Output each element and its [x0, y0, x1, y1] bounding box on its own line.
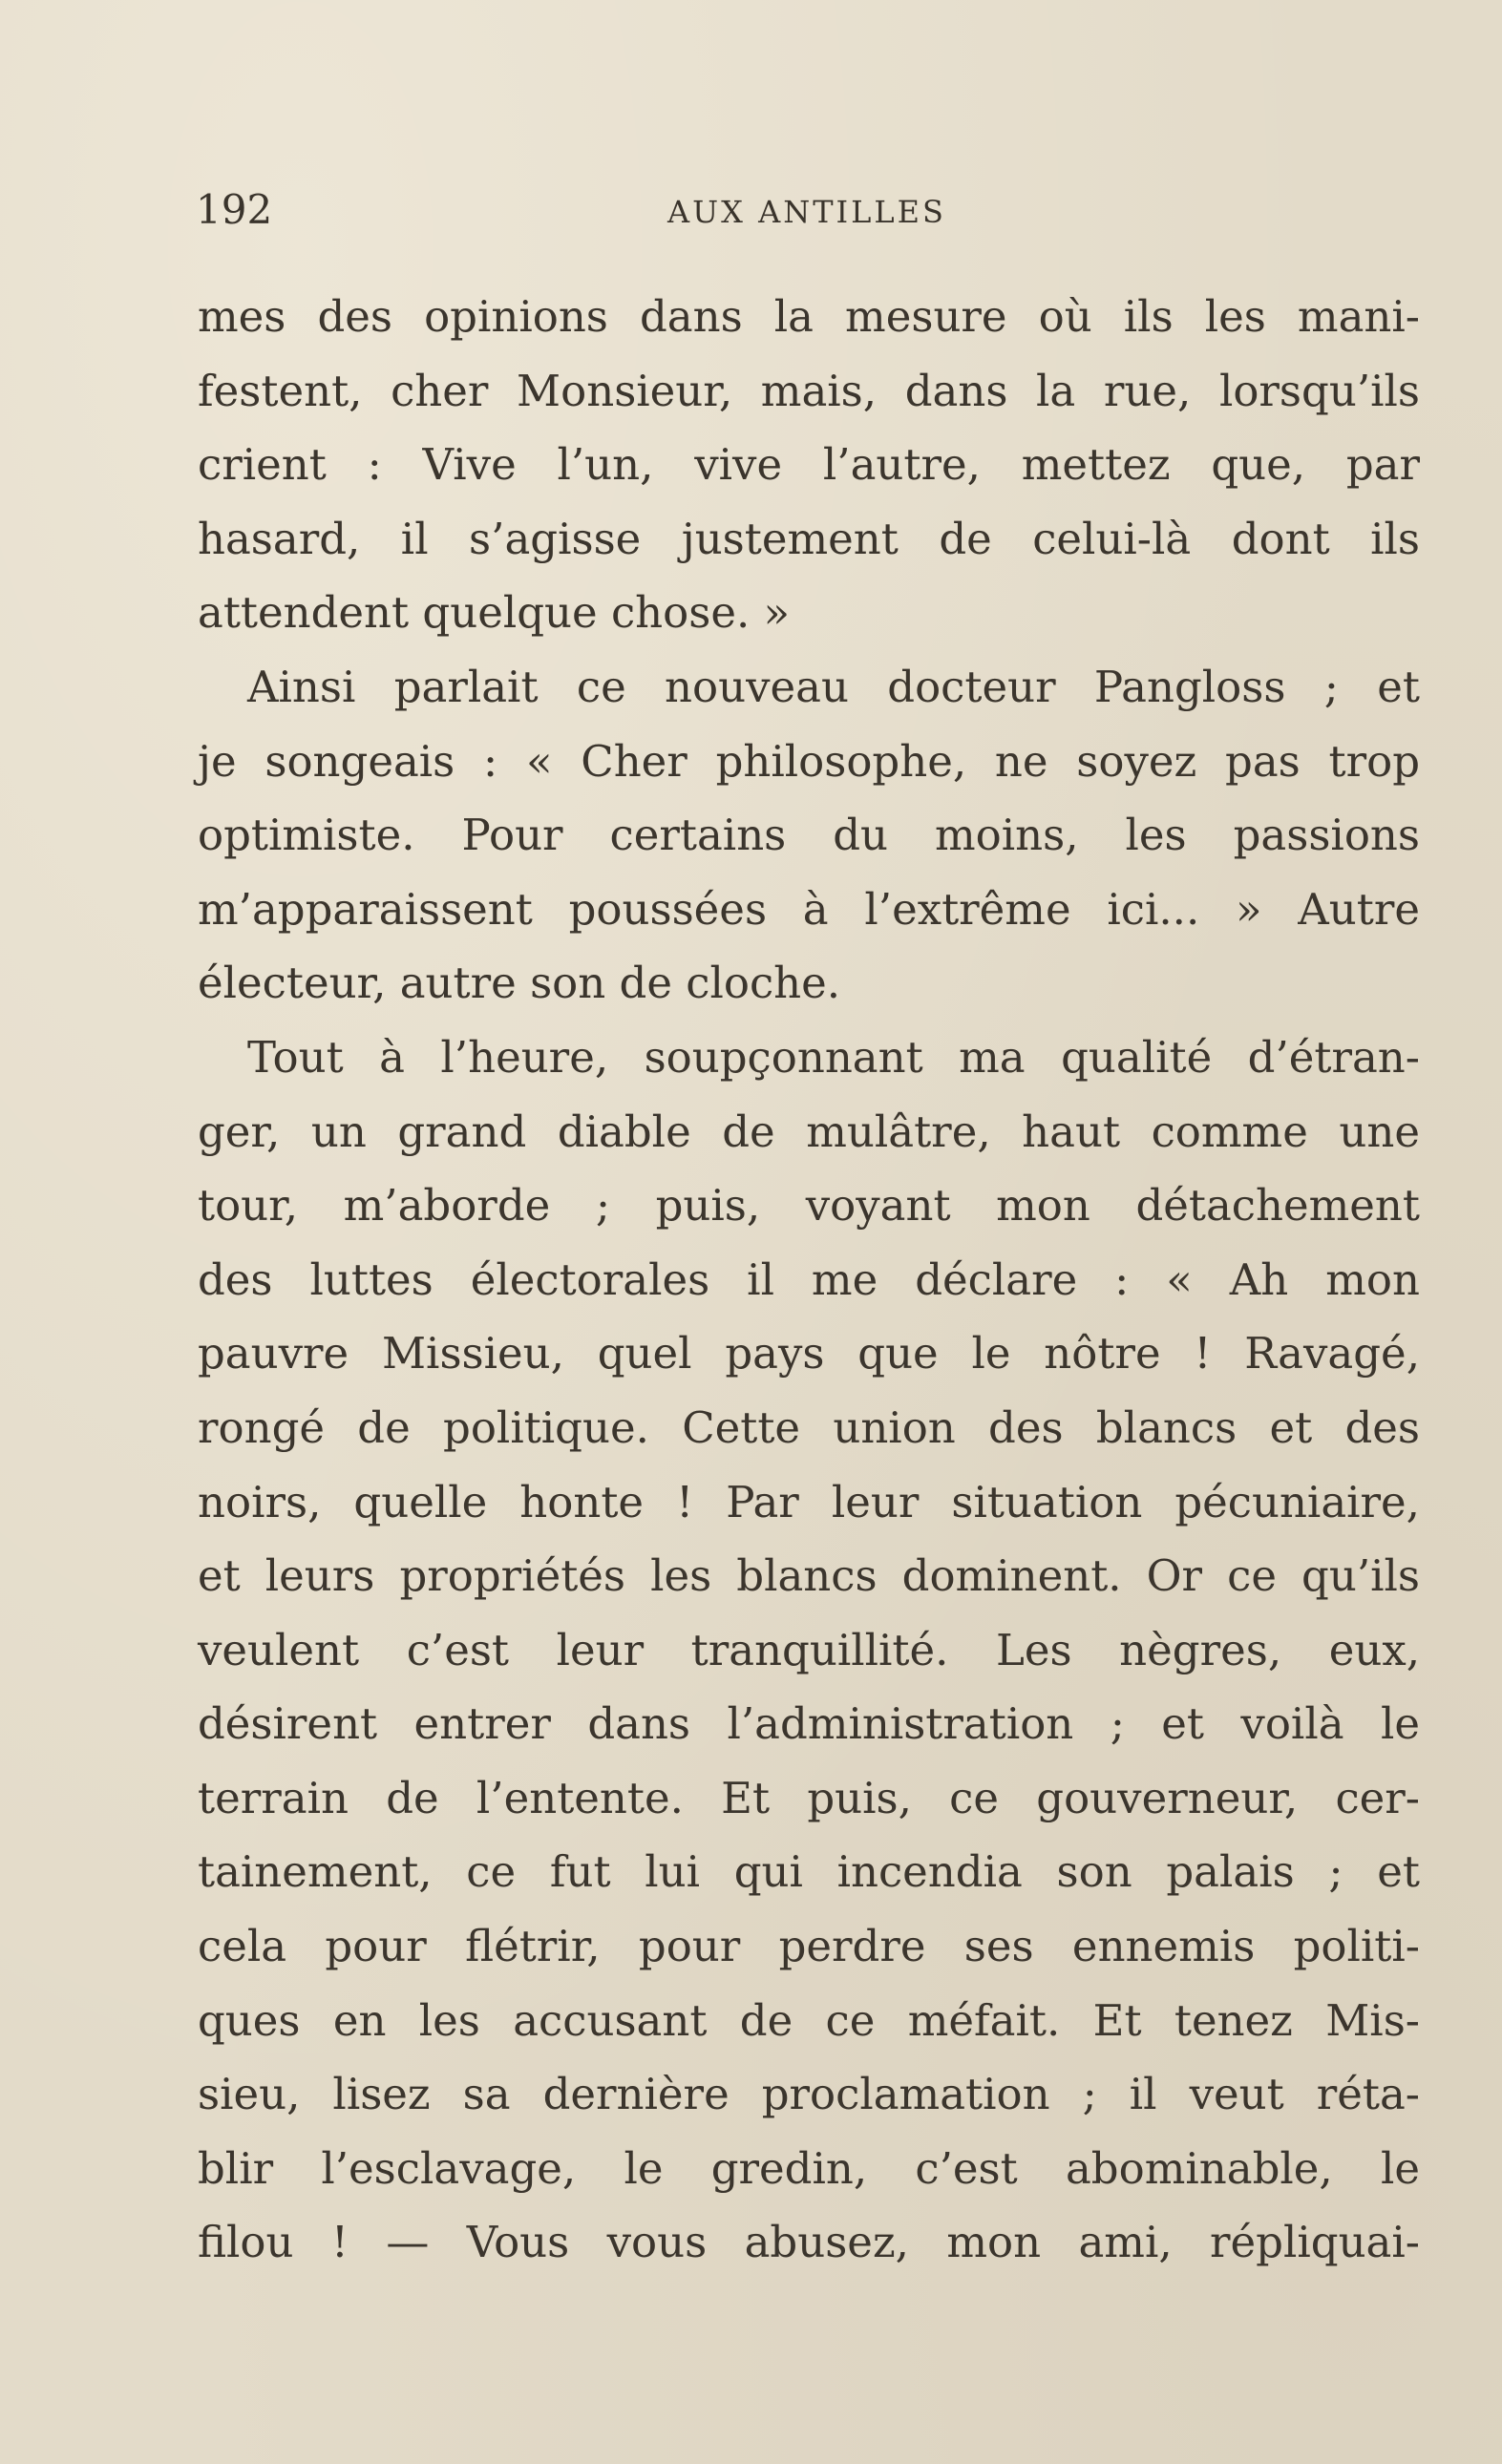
text-line: et leurs propriétés les blancs dominent. Or ce qu’ils — [198, 1550, 1420, 1602]
text-line: terrain de l’entente. Et puis, ce gouverneur, cer- — [198, 1772, 1420, 1823]
text-line-content: Tout à l’heure, soupçonnant ma qualité d’étran- — [247, 1031, 1420, 1083]
text-line: optimiste. Pour certains du moins, les passions — [198, 810, 1420, 861]
text-line-content: Ainsi parlait ce nouveau docteur Pangloss ; et — [247, 661, 1420, 712]
running-title: AUX ANTILLES — [667, 194, 946, 230]
page-header — [196, 186, 1418, 243]
text-line: tainement, ce fut lui qui incendia son palais ; et — [198, 1846, 1420, 1898]
text-line: festent, cher Monsieur, mais, dans la rue, lorsqu’ils — [198, 365, 1420, 416]
text-line: mes des opinions dans la mesure où ils les mani- — [198, 291, 1420, 342]
text-line: électeur, autre son de cloche. — [198, 958, 841, 1009]
text-line: attendent quelque chose. » — [198, 587, 791, 639]
text-line: désirent entrer dans l’administration ; et voilà le — [198, 1698, 1420, 1750]
text-line: sieu, lisez sa dernière proclamation ; il veut réta- — [198, 2069, 1420, 2120]
text-line: hasard, il s’agisse justement de celui-là dont ils — [198, 513, 1420, 564]
text-line: je songeais : « Cher philosophe, ne soyez pas trop — [198, 735, 1420, 787]
page-number: 192 — [196, 186, 273, 233]
text-line: filou ! — Vous vous abusez, mon ami, répliquai- — [198, 2217, 1420, 2268]
text-line: tour, m’aborde ; puis, voyant mon détachement — [198, 1180, 1420, 1232]
text-line: noirs, quelle honte ! Par leur situation pécuniaire, — [198, 1476, 1420, 1527]
text-line: rongé de politique. Cette union des blancs et des — [198, 1401, 1420, 1453]
text-line-indented — [198, 650, 1420, 725]
text-line: ger, un grand diable de mulâtre, haut comme une — [198, 1106, 1420, 1157]
body-text — [198, 280, 1420, 2280]
text-line: crient : Vive l’un, vive l’autre, mettez que, par — [198, 439, 1420, 491]
text-line: veulent c’est leur tranquillité. Les nègres, eux, — [198, 1624, 1420, 1675]
text-line: m’apparaissent poussées à l’extrême ici... » Autre — [198, 883, 1420, 935]
text-line: blir l’esclavage, le gredin, c’est abominable, le — [198, 2142, 1420, 2194]
text-line-indented — [198, 1021, 1420, 1095]
text-line: des luttes électorales il me déclare : « Ah mon — [198, 1253, 1420, 1305]
text-line: cela pour flétrir, pour perdre ses ennemis politi- — [198, 1921, 1420, 1972]
text-line: ques en les accusant de ce méfait. Et tenez Mis- — [198, 1994, 1420, 2046]
text-line: pauvre Missieu, quel pays que le nôtre ! Ravagé, — [198, 1328, 1420, 1379]
